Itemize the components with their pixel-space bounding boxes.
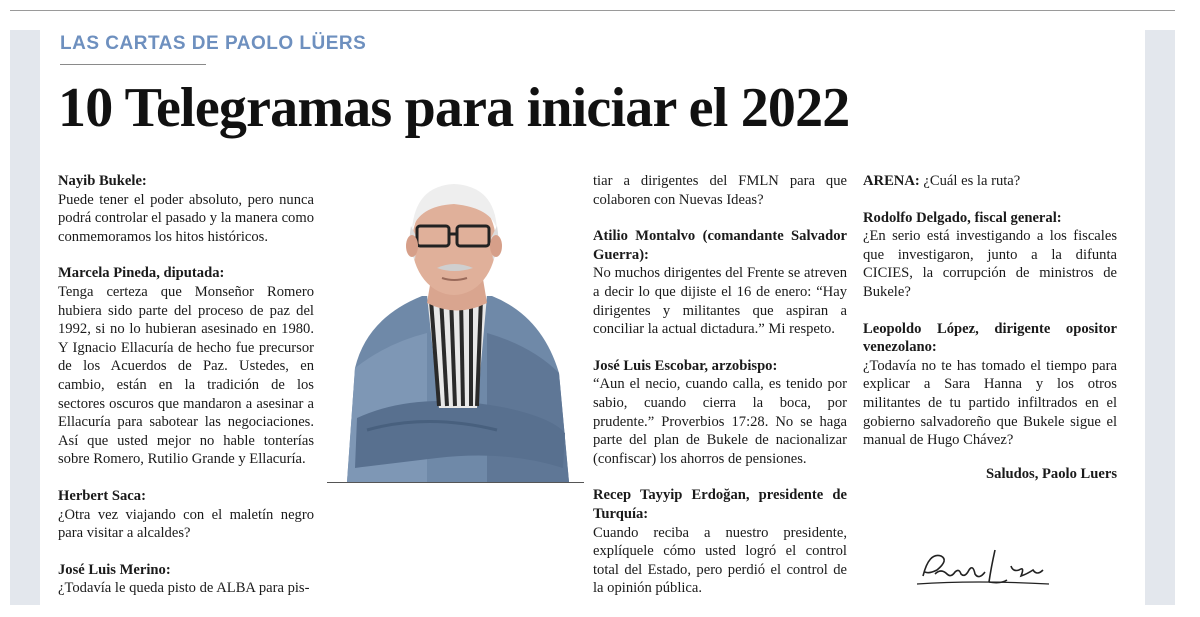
recipient-name: Nayib Bukele: [58,173,147,189]
telegram-entry [593,486,847,598]
telegram-text: ¿Todavía no te has tomado el tiempo para explicar a Sara Hanna y los otros militantes de tu partido infiltrados en el gobierno salvadoreño que Bukele sigue el manual de Hugo Chávez? [863,357,1117,449]
photo-baseline-rule [327,482,584,483]
telegram-entry-continued [593,172,847,209]
recipient-name: Recep Tayyip Erdoğan, presidente de Turquía: [593,487,847,522]
recipient-name: Leopoldo López, dirigente opositor venezolano: [863,320,1117,356]
recipient-name: Atilio Montalvo (comandante Salvador Guerra): [593,228,847,263]
telegram-text: Puede tener el poder absoluto, pero nunca podrá controlar el pasado y la manera como conmemoramos los hitos históricos. [58,191,314,245]
closing-salutation: Saludos, Paolo Luers [986,466,1117,482]
recipient-name: José Luis Merino: [58,561,171,578]
handwritten-signature [915,540,1055,590]
telegram-entry [58,264,314,469]
left-margin-band [10,30,40,605]
telegram-entry [863,320,1117,450]
telegram-entry [58,172,314,246]
recipient-name: José Luis Escobar, arzobispo: [593,357,778,374]
telegram-text: Tenga certeza que Monseñor Romero hubiera sido parte del proceso de paz del 1992, si no lo hubieran asesinado en 1980. Y Ignacio Ellacuría de hecho fue precursor de los Acuerdos de Paz. Ustedes, en cambio, están en la tradición de los sectores oscuros que mandaron a asesinar a Ellacuría para sabotear las negociaciones. Así que usted mejor no hable tonterías sobre Romero, Rutilio Grande y Ellacuría. [58,283,314,468]
telegram-text: ¿Otra vez viajando con el maletín negro para visitar a alcaldes? [58,506,314,542]
telegram-text: Cuando reciba a nuestro presidente, explíquele cómo usted logró el control total del Estado, pero perdió el control de la opinión pública. [593,524,847,597]
column-3 [863,172,1117,468]
telegram-text: ¿En serio está investigando a los fiscales que investigaron, junto a la difunta CICIES, la corrupción de ministros de Bukele? [863,228,1117,300]
telegram-entry [58,561,314,598]
telegram-entry [593,357,847,469]
telegram-text: ¿Cuál es la ruta? [923,173,1021,189]
telegram-entry [58,487,314,543]
right-margin-band [1145,30,1175,605]
telegram-text: “Aun el necio, cuando calla, es tenido por sabio, cuando cierra la boca, por prudente.” Proverbios 17:28. No se haga parte del plan de Bukele de nacionalizar (confiscar) los ahorros de pensiones. [593,376,847,467]
recipient-name: Marcela Pineda, diputada: [58,265,225,282]
author-portrait-illustration [327,168,584,482]
column-2 [593,172,847,616]
section-kicker: LAS CARTAS DE PAOLO LÜERS [60,33,367,54]
author-photo [327,168,584,482]
article-headline: 10 Telegramas para iniciar el 2022 [58,77,850,139]
kicker-underline [60,64,206,65]
telegram-text: ¿Todavía le queda pisto de ALBA para pis- [58,580,310,597]
telegram-entry [863,209,1117,302]
recipient-name: Herbert Saca: [58,487,146,504]
telegram-entry [593,227,847,339]
recipient-name: ARENA: [863,173,920,189]
column-1 [58,172,314,616]
recipient-name: Rodolfo Delgado, fiscal general: [863,209,1062,226]
telegram-text: No muchos dirigentes del Frente se atreven a decir lo que dijiste el 16 de enero: “Hay dirigentes y militantes que aspiran a conciliar la actual dictadura.” Mi respeto. [593,265,847,338]
telegram-text: tiar a dirigentes del FMLN para que colaboren con Nuevas Ideas? [593,173,847,208]
top-rule [10,10,1175,11]
telegram-entry [863,172,1117,191]
